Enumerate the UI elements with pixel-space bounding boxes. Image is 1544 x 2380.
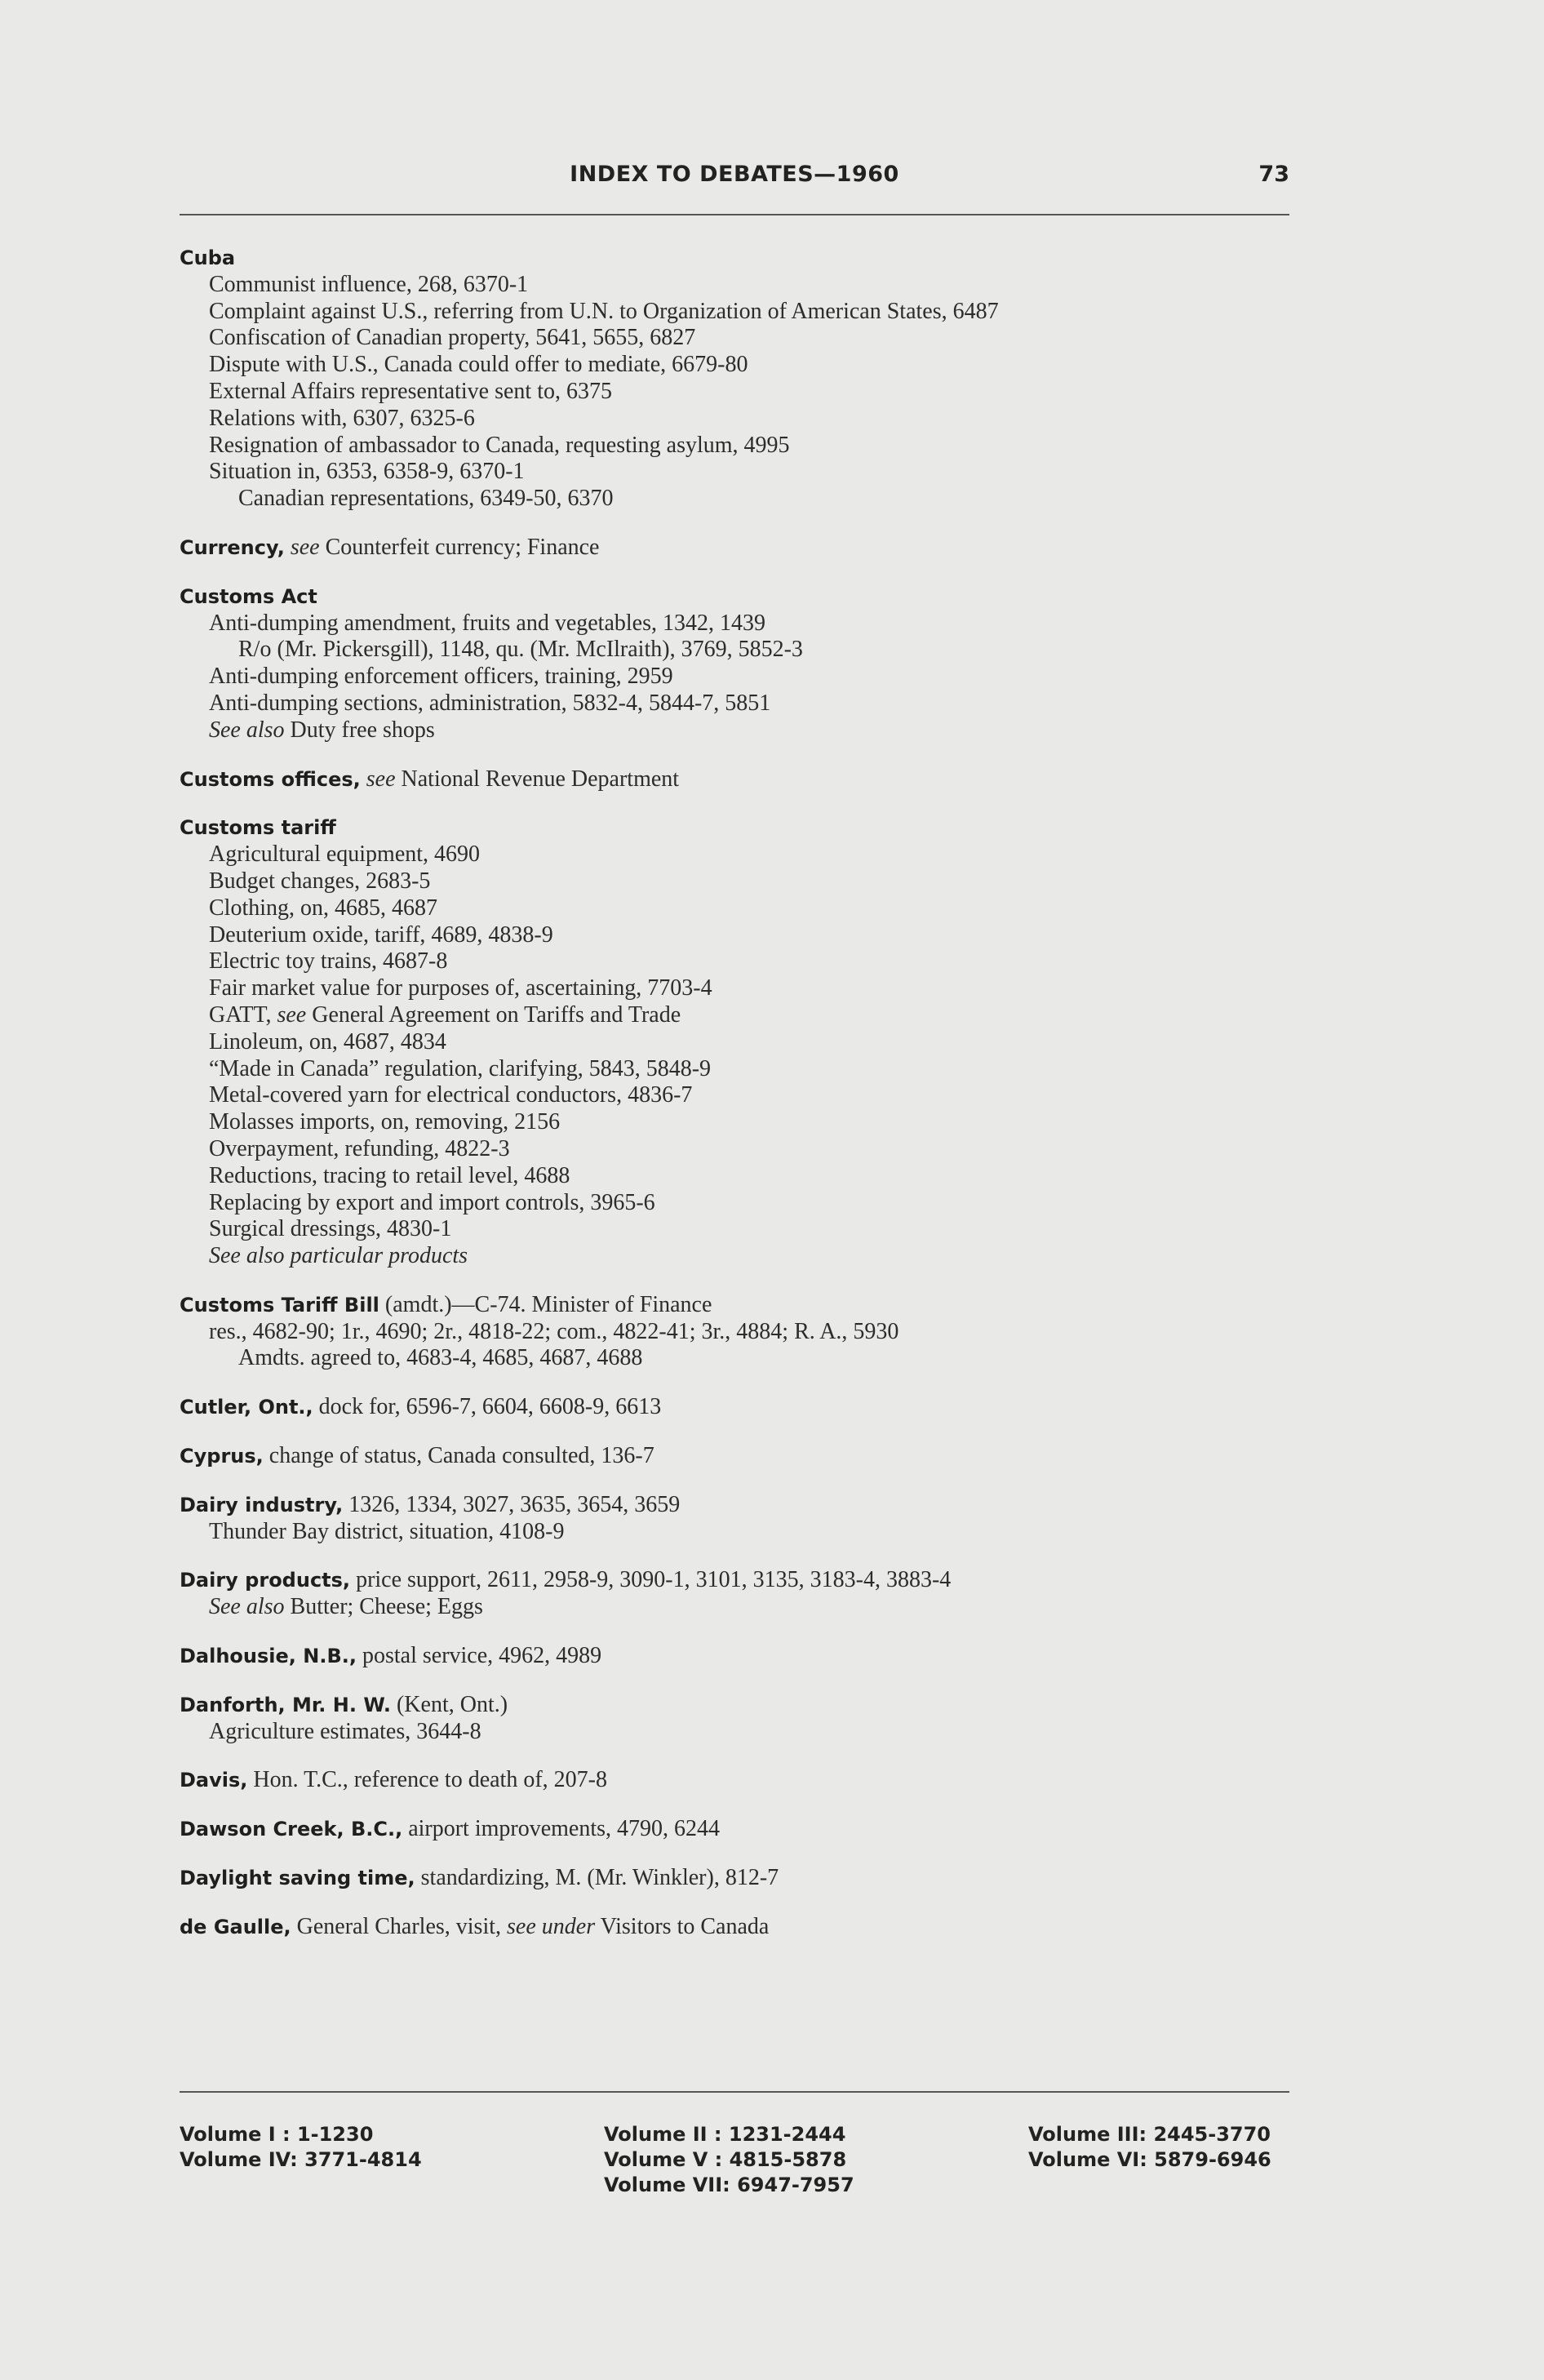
entry-reference: (Kent, Ont.): [390, 1691, 508, 1717]
volume-range: Volume VII: 6947-7957: [604, 2174, 854, 2196]
volume-range: Volume II : 1231-2444: [604, 2123, 846, 2146]
sub-entry: Anti-dumping amendment, fruits and vegetables, 1342, 1439: [209, 610, 765, 636]
sub-entry: Anti-dumping enforcement officers, training, 2959: [209, 664, 673, 690]
entry-reference: standardizing, M. (Mr. Winkler), 812-7: [415, 1865, 779, 1891]
entry-reference: 1326, 1334, 3027, 3635, 3654, 3659: [343, 1491, 681, 1517]
sub-sub-entry: R/o (Mr. Pickersgill), 1148, qu. (Mr. McIlraith), 3769, 5852-3: [238, 637, 803, 663]
index-entry: [180, 766, 1306, 793]
entry-heading-line: [180, 766, 1306, 793]
entry-heading-line: [180, 1443, 1306, 1470]
sub-entry: Resignation of ambassador to Canada, requesting asylum, 4995: [209, 432, 790, 458]
sub-entry: “Made in Canada” regulation, clarifying, 5843, 5848-9: [209, 1055, 712, 1081]
volume-column-2: [604, 2122, 854, 2198]
index-entry: [180, 815, 1306, 1270]
sub-entry: Fair market value for purposes of, ascertaining, 7703-4: [209, 975, 712, 1001]
entry-heading-line: [180, 1567, 1306, 1594]
entry-heading: Dairy industry,: [180, 1493, 344, 1516]
volume-range: Volume III: 2445-3770: [1028, 2123, 1271, 2146]
entry-heading: Dawson Creek, B.C.,: [180, 1818, 403, 1841]
page-number: 73: [1258, 162, 1289, 187]
index-entry: [180, 1394, 1306, 1421]
sub-entry: Overpayment, refunding, 4822-3: [209, 1135, 510, 1161]
volume-range: Volume V : 4815-5878: [604, 2148, 847, 2171]
sub-entry: Replacing by export and import controls, 3965-6: [209, 1189, 655, 1215]
sub-entry: Relations with, 6307, 6325-6: [209, 405, 475, 431]
sub-entry: Confiscation of Canadian property, 5641, 5655, 6827: [209, 325, 696, 351]
entry-reference: see National Revenue Department: [366, 766, 680, 792]
index-entry: [180, 1492, 1306, 1546]
entry-heading-line: [180, 815, 1306, 841]
index-entry: [180, 1914, 1306, 1941]
entry-reference: price support, 2611, 2958-9, 3090-1, 3101, 3135, 3183-4, 3883-4: [350, 1567, 952, 1593]
entry-reference: postal service, 4962, 4989: [357, 1643, 602, 1669]
entry-heading-line: [180, 1394, 1306, 1421]
sub-entry: Anti-dumping sections, administration, 5832-4, 5844-7, 5851: [209, 690, 771, 716]
entry-heading-line: [180, 1492, 1306, 1519]
index-entry: [180, 1567, 1306, 1621]
index-entry: [180, 245, 1306, 513]
entry-heading: Customs tariff: [180, 816, 336, 840]
footer-rule: [180, 2091, 1289, 2093]
sub-entry: Linoleum, on, 4687, 4834: [209, 1028, 446, 1055]
sub-sub-entry: Amdts. agreed to, 4683-4, 4685, 4687, 4688: [238, 1345, 643, 1371]
entry-reference: change of status, Canada consulted, 136-7: [263, 1443, 654, 1469]
entry-heading-line: [180, 245, 1306, 272]
page-header: [180, 162, 1289, 198]
entry-reference: General Charles, visit, see under Visitors to Canada: [291, 1913, 770, 1939]
index-entry: [180, 1443, 1306, 1470]
entry-heading: Dalhousie, N.B.,: [180, 1645, 357, 1668]
sub-entry: Agricultural equipment, 4690: [209, 841, 481, 868]
entry-heading: Cyprus,: [180, 1445, 264, 1468]
index-entry: [180, 1692, 1306, 1746]
sub-entry: See also particular products: [209, 1243, 468, 1269]
entry-heading: Customs Tariff Bill: [180, 1293, 379, 1317]
entry-reference: Hon. T.C., reference to death of, 207-8: [247, 1767, 607, 1793]
index-entry: [180, 1865, 1306, 1892]
entry-heading: Dairy products,: [180, 1569, 351, 1592]
entry-reference: airport improvements, 4790, 6244: [402, 1816, 721, 1842]
entry-heading-line: [180, 1816, 1306, 1843]
sub-entry: Communist influence, 268, 6370-1: [209, 271, 529, 297]
volume-column-3: [1028, 2122, 1271, 2173]
sub-entry: External Affairs representative sent to, 6375: [209, 378, 612, 404]
entry-heading: Currency,: [180, 535, 285, 559]
sub-entry: Agriculture estimates, 3644-8: [209, 1718, 481, 1744]
sub-entry: Molasses imports, on, removing, 2156: [209, 1109, 561, 1135]
index-entry: [180, 535, 1306, 562]
entry-heading: Davis,: [180, 1769, 248, 1792]
sub-entry: Deuterium oxide, tariff, 4689, 4838-9: [209, 921, 553, 948]
entry-heading-line: [180, 1767, 1306, 1794]
volume-range: Volume VI: 5879-6946: [1028, 2148, 1271, 2171]
sub-entry: Electric toy trains, 4687-8: [209, 948, 448, 975]
index-entry: [180, 1292, 1306, 1372]
entry-heading-line: [180, 1692, 1306, 1719]
entry-reference: (amdt.)—C-74. Minister of Finance: [379, 1291, 712, 1317]
entry-heading-line: [180, 535, 1306, 562]
volume-column-1: [180, 2122, 422, 2173]
entry-heading-line: [180, 584, 1306, 611]
entry-reference: dock for, 6596-7, 6604, 6608-9, 6613: [313, 1394, 662, 1420]
page-title: INDEX TO DEBATES—1960: [570, 162, 899, 187]
entry-heading-line: [180, 1914, 1306, 1941]
entry-heading: Daylight saving time,: [180, 1867, 415, 1890]
sub-entry: Thunder Bay district, situation, 4108-9: [209, 1518, 565, 1544]
entry-heading-line: [180, 1292, 1306, 1319]
entry-reference: see Counterfeit currency; Finance: [290, 534, 600, 560]
sub-entry: Metal-covered yarn for electrical conductors, 4836-7: [209, 1082, 693, 1108]
entry-heading: Cuba: [180, 246, 236, 269]
index-entry: [180, 1816, 1306, 1843]
sub-entry: Situation in, 6353, 6358-9, 6370-1: [209, 459, 525, 485]
index-entry: [180, 584, 1306, 744]
sub-entry: Clothing, on, 4685, 4687: [209, 895, 438, 921]
header-rule: [180, 214, 1289, 215]
entry-heading: Customs offices,: [180, 767, 361, 791]
entry-heading: Cutler, Ont.,: [180, 1396, 313, 1419]
sub-entry: See also Butter; Cheese; Eggs: [209, 1594, 483, 1620]
entry-heading: Danforth, Mr. H. W.: [180, 1693, 391, 1716]
sub-entry: Complaint against U.S., referring from U.N. to Organization of American States, 6487: [209, 298, 999, 324]
sub-entry: GATT, see General Agreement on Tariffs and Trade: [209, 1001, 681, 1028]
sub-entry: Budget changes, 2683-5: [209, 868, 431, 894]
entry-heading-line: [180, 1865, 1306, 1892]
volume-range: Volume IV: 3771-4814: [180, 2148, 422, 2171]
sub-sub-entry: Canadian representations, 6349-50, 6370: [238, 486, 614, 512]
sub-entry: Reductions, tracing to retail level, 4688: [209, 1162, 570, 1188]
entry-heading-line: [180, 1643, 1306, 1670]
sub-entry: Surgical dressings, 4830-1: [209, 1216, 452, 1242]
index-entries: [180, 245, 1306, 1963]
sub-entry: Dispute with U.S., Canada could offer to mediate, 6679-80: [209, 352, 748, 378]
sub-entry: See also Duty free shops: [209, 717, 435, 743]
volume-range: Volume I : 1-1230: [180, 2123, 374, 2146]
sub-entry: res., 4682-90; 1r., 4690; 2r., 4818-22; com., 4822-41; 3r., 4884; R. A., 5930: [209, 1318, 899, 1344]
index-entry: [180, 1643, 1306, 1670]
entry-heading: de Gaulle,: [180, 1915, 291, 1938]
index-entry: [180, 1767, 1306, 1794]
entry-heading: Customs Act: [180, 584, 317, 608]
